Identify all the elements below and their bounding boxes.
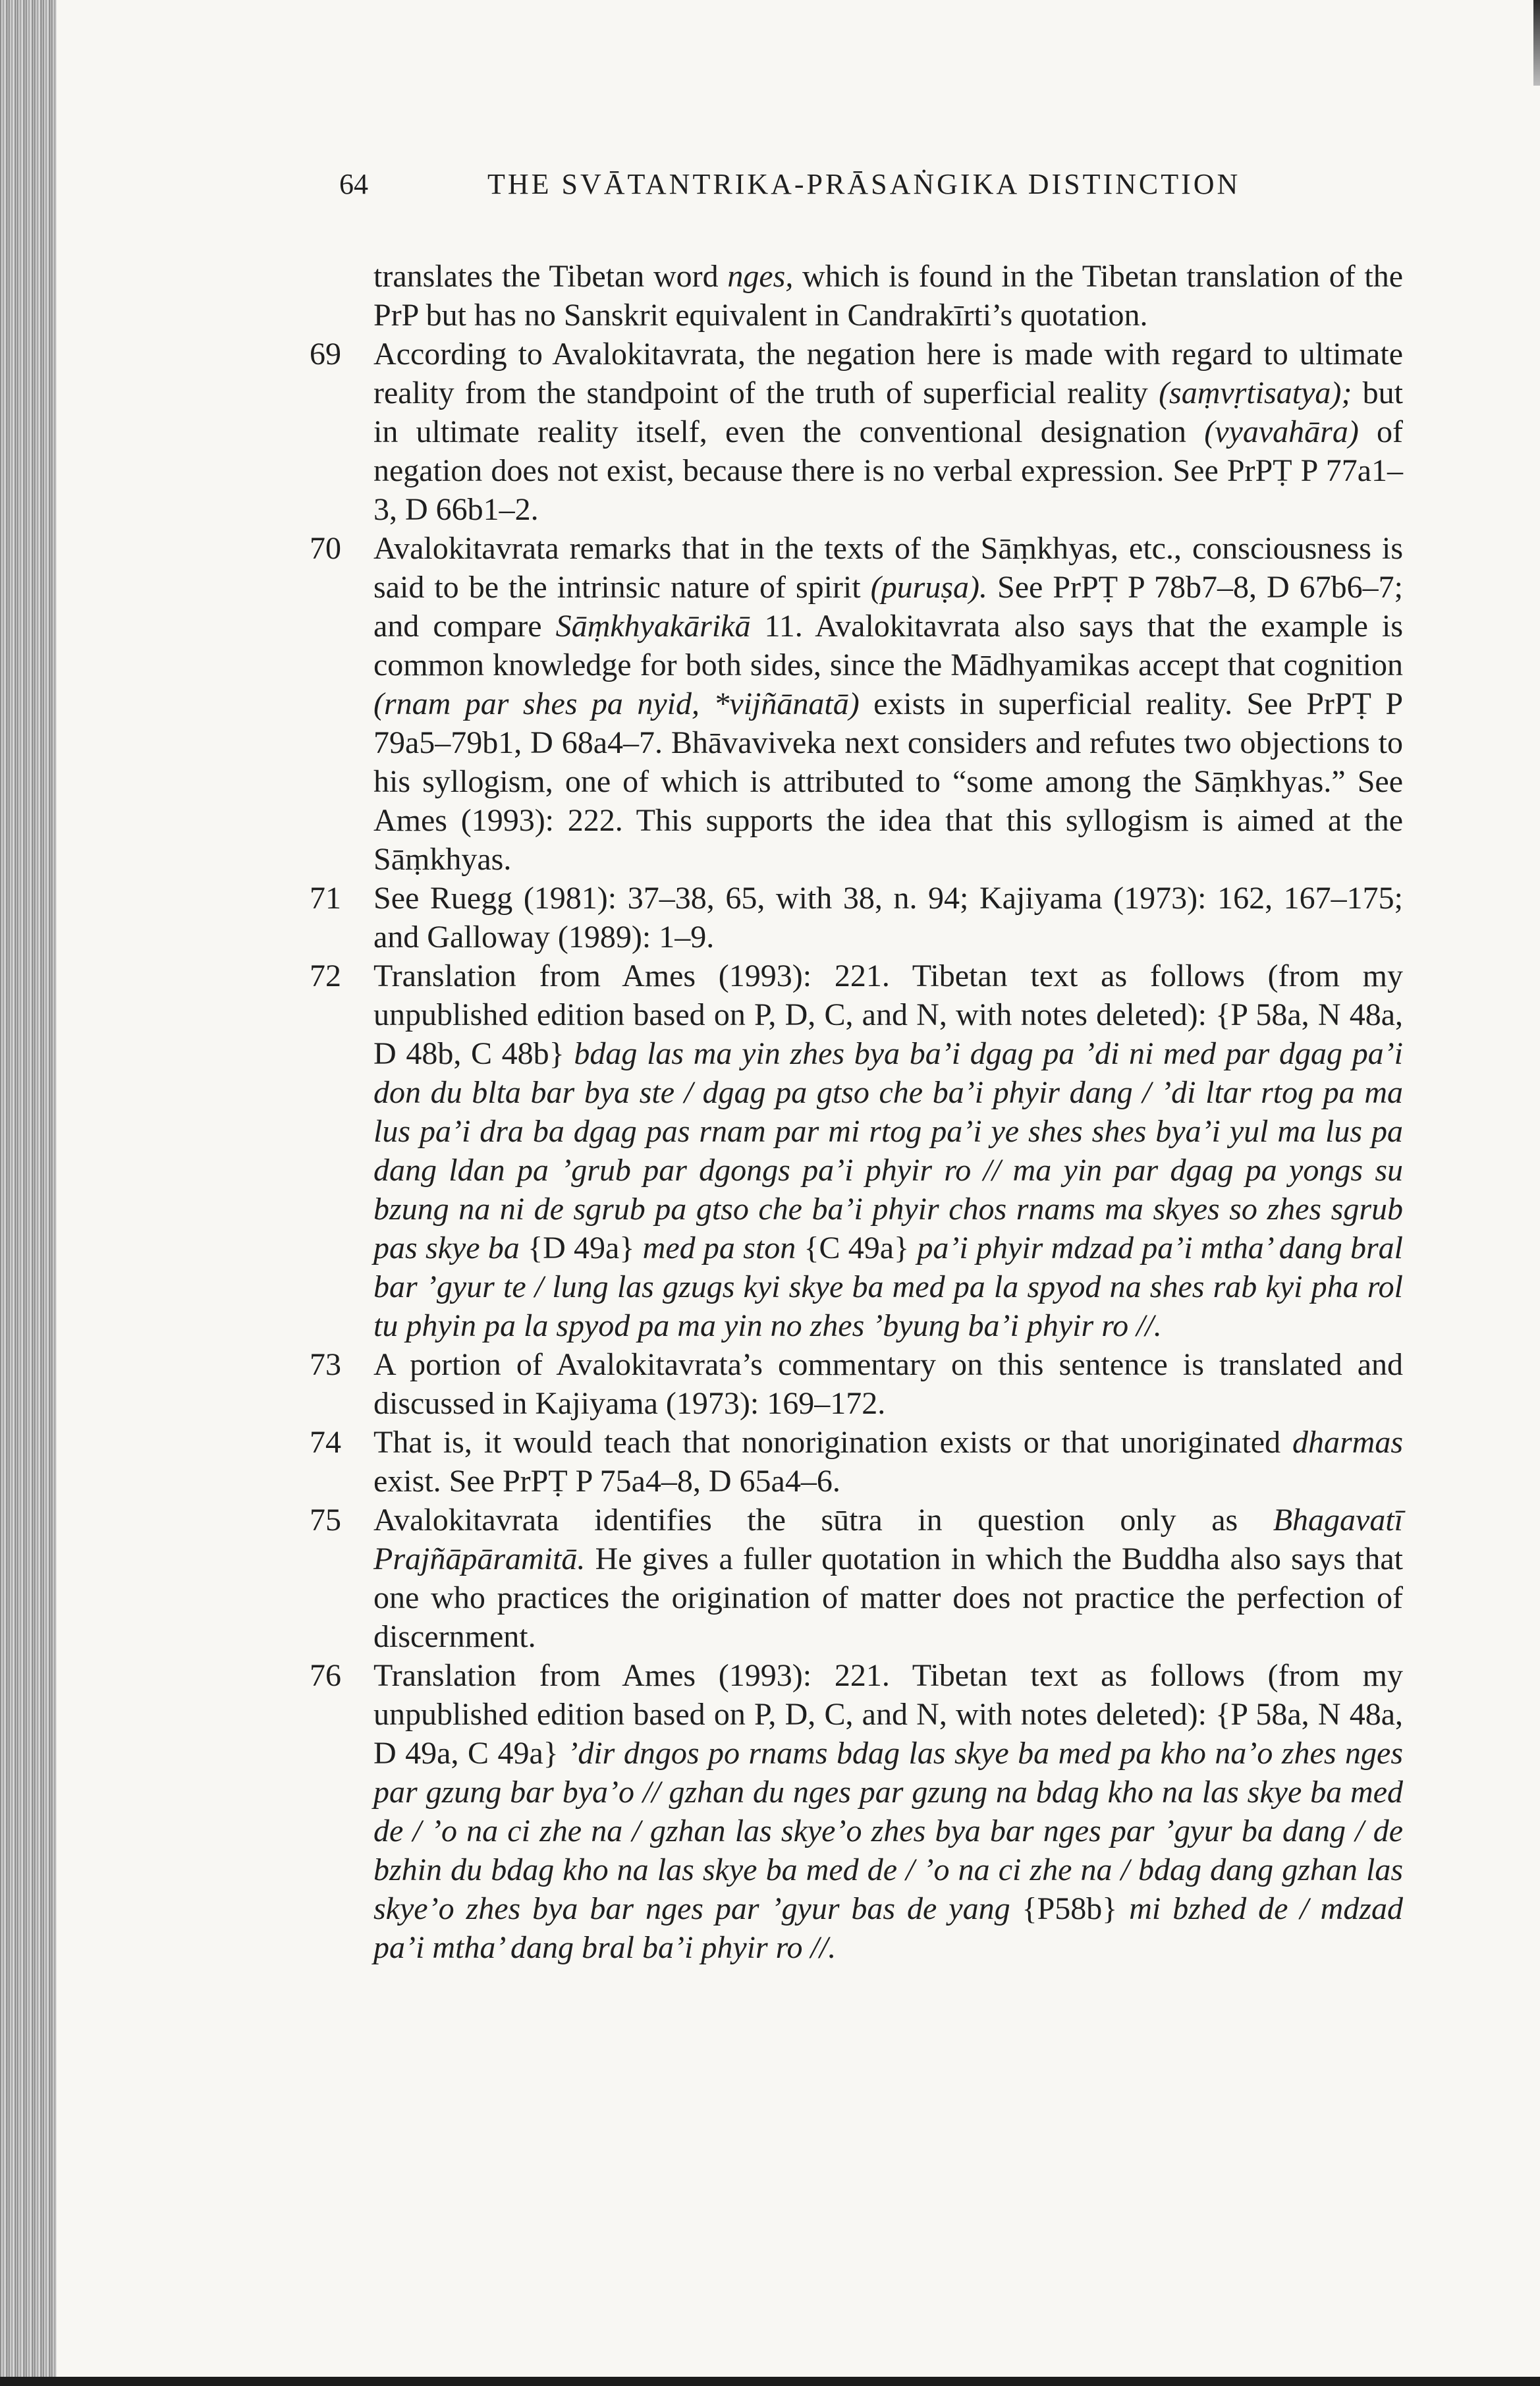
endnote-italic-text: Sāṃkhyakārikā (555, 609, 751, 644)
endnote-text: See PrPṬ P 78b7–8, D 67b6–7; and compare (373, 570, 1404, 644)
endnote-text: Translation from Ames (1993): 221. Tibetan text as follows (from my unpublished edition based on P, D, C, and N, with notes deleted): {P 58a, N 48a, D 49a, C 49a} (373, 1658, 1403, 1771)
endnote-italic-text: nges, (727, 259, 794, 294)
endnote-number: 70 (310, 531, 341, 566)
endnote-text: {P58b} (1010, 1891, 1130, 1926)
endnote-italic-text: (rnam par shes pa nyid, *vijñānatā) (373, 686, 860, 721)
endnote (310, 957, 1403, 1345)
endnote-italic-text: med pa ston (642, 1231, 796, 1265)
endnote-italic-text: (saṃvṛtisatya); (1159, 375, 1352, 410)
endnote-text: exist. See PrPṬ P 75a4–8, D 65a4–6. (373, 1464, 840, 1499)
endnote (310, 1423, 1403, 1501)
endnote-text: That is, it would teach that nonorigination exists or that unoriginated (373, 1425, 1292, 1460)
endnote-italic-text: dharmas (1292, 1425, 1403, 1460)
endnote-number: 71 (310, 881, 341, 916)
endnote-text: According to Avalokitavrata, the negation here is made with regard to ultimate reality from the standpoint of the truth of superficial reality (373, 337, 1403, 410)
endnote-italic-text: bdag las ma yin zhes bya ba’i dgag pa ’di ni med par dgag pa’i don du blta bar bya ste / dgag pa gtso che ba’i phyir dang / ’di ltar rtog pa ma lus pa’i dra ba dgag pas rnam par mi rtog pa’i ye shes shes bya’i yul ma lus pa dang ldan pa ’grub par dgongs pa’i phyir ro // ma yin par dgag pa yongs su bzung na ni de sgrub pa gtso che ba’i phyir chos rnams ma skyes so zhes sgrub pas skye ba (373, 1036, 1404, 1265)
endnote-number: 73 (310, 1347, 341, 1382)
endnote-number: 74 (310, 1425, 341, 1460)
endnote (310, 879, 1403, 957)
running-title: THE SVĀTANTRIKA-PRĀSAṄGIKA DISTINCTION (487, 168, 1241, 200)
endnote-number: 76 (310, 1658, 341, 1693)
endnote (310, 1345, 1403, 1423)
endnote-text: He gives a fuller quotation in which the Buddha also says that one who practices the origination of matter does not practice the perfection of discernment. (373, 1541, 1403, 1654)
endnote-italic-text: Bhagavatī Prajñāpāramitā. (373, 1503, 1403, 1576)
book-binding-edge (0, 0, 57, 2386)
endnote-text: {C 49a} (796, 1231, 918, 1265)
endnote-text: exists in superficial reality. See PrPṬ P 79a5–79b1, D 68a4–7. Bhāvaviveka next considers and refutes two objections to his syllogism, one of which is attributed to “some among the Sāṃkhyas.” See Ames (1993): 222. This supports the idea that this syllogism is aimed at the Sāṃkhyas. (373, 686, 1404, 877)
endnote (310, 1656, 1403, 1967)
endnote-italic-text: pa’i phyir mdzad pa’i mtha’ dang bral bar ’gyur te / lung las gzugs kyi skye ba med pa la spyod na shes rab kyi pha rol tu phyin pa la spyod pa ma yin no zhes ’byung ba’i phyir ro //. (373, 1231, 1404, 1343)
endnote-text: but in ultimate reality itself, even the conventional designation (373, 375, 1403, 449)
endnote (310, 529, 1403, 879)
endnote-text: Avalokitavrata identifies the sūtra in question only as (373, 1503, 1273, 1538)
endnote-number: 69 (310, 337, 341, 372)
running-head (339, 163, 1459, 206)
page-edge-shadow (1533, 0, 1540, 86)
endnote (310, 335, 1403, 529)
endnote-number: 72 (310, 958, 341, 993)
endnote-text: See Ruegg (1981): 37–38, 65, with 38, n. 94; Kajiyama (1973): 162, 167–175; and Galloway (1989): 1–9. (373, 881, 1403, 955)
endnotes-list (310, 257, 1403, 1967)
endnote-italic-text: ’dir dngos po rnams bdag las skye ba med pa kho na’o zhes nges par gzung bar bya’o // gzhan du nges par gzung na bdag kho na las skye ba med de / ’o na ci zhe na / gzhan las skye’o zhes bya bar nges par ’gyur ba dang / de bzhin du bdag kho na las skye ba med de / ’o na ci zhe na / bdag dang gzhan las skye’o zhes bya bar nges par ’gyur bas de yang (373, 1736, 1404, 1926)
endnote-text: Avalokitavrata remarks that in the texts of the Sāṃkhyas, etc., consciousness is said to be the intrinsic nature of spirit (373, 531, 1403, 605)
page-number: 64 (339, 168, 368, 200)
endnote (310, 257, 1403, 335)
endnote-number: 75 (310, 1503, 341, 1538)
endnote-text: {D 49a} (519, 1231, 643, 1265)
endnote-text: which is found in the Tibetan translation of the PrP but has no Sanskrit equivalent in Candrakīrti’s quotation. (373, 259, 1403, 333)
endnote-text: translates the Tibetan word (373, 259, 728, 294)
endnote-text: A portion of Avalokitavrata’s commentary on this sentence is translated and discussed in Kajiyama (1973): 169–172. (373, 1347, 1403, 1421)
scan-bottom-border (0, 2377, 1540, 2386)
endnote-text: 11. Avalokitavrata also says that the example is common knowledge for both sides, since the Mādhyamikas accept that cognition (373, 609, 1404, 682)
endnote-text: Translation from Ames (1993): 221. Tibetan text as follows (from my unpublished edition based on P, D, C, and N, with notes deleted): {P 58a, N 48a, D 48b, C 48b} (373, 958, 1403, 1071)
endnote-text: of negation does not exist, because there is no verbal expression. See PrPṬ P 77a1–3, D 66b1–2. (373, 414, 1404, 527)
endnote-italic-text: mi bzhed de / mdzad pa’i mtha’ dang bral ba’i phyir ro //. (373, 1891, 1403, 1965)
endnote-italic-text: (puruṣa). (870, 570, 987, 605)
endnote (310, 1501, 1403, 1656)
endnote-italic-text: (vyavahāra) (1204, 414, 1359, 449)
